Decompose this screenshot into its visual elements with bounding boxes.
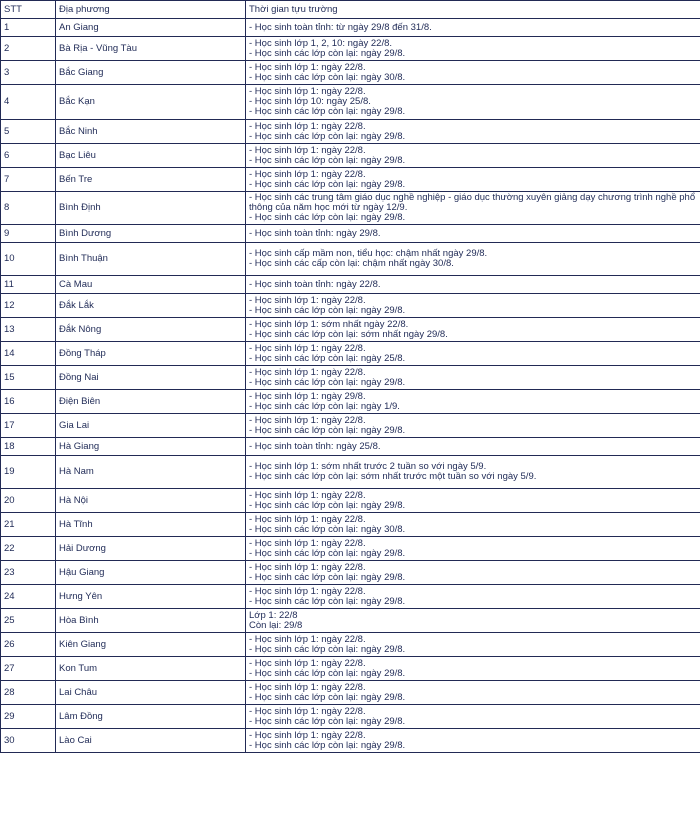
stt-cell: 25 — [1, 609, 56, 633]
stt-cell: 28 — [1, 681, 56, 705]
locality-cell: Bến Tre — [56, 168, 246, 192]
stt-cell: 6 — [1, 144, 56, 168]
schedule-cell: - Học sinh các trung tâm giáo dục nghề nghiệp - giáo dục thường xuyên giảng dạy chương trình nghề phổ thông của năm học mới từ ngày 12/9. - Học sinh các lớp còn lại: ngày 29/8. — [246, 192, 700, 225]
schedule-cell: - Học sinh lớp 1: ngày 22/8. - Học sinh các lớp còn lại: ngày 29/8. — [246, 633, 700, 657]
schedule-cell: - Học sinh lớp 1: ngày 22/8. - Học sinh các lớp còn lại: ngày 29/8. — [246, 585, 700, 609]
stt-cell: 3 — [1, 61, 56, 85]
table-header-row — [1, 1, 700, 19]
header-schedule: Thời gian tựu trường — [246, 1, 700, 19]
schedule-cell: - Học sinh lớp 1: ngày 22/8. - Học sinh các lớp còn lại: ngày 30/8. — [246, 61, 700, 85]
locality-cell: An Giang — [56, 19, 246, 37]
locality-cell: Đồng Nai — [56, 366, 246, 390]
locality-cell: Bắc Ninh — [56, 120, 246, 144]
schedule-cell: - Học sinh lớp 1: ngày 22/8. - Học sinh các lớp còn lại: ngày 29/8. — [246, 414, 700, 438]
locality-cell: Hà Nam — [56, 456, 246, 489]
table-row — [1, 294, 700, 318]
stt-cell: 5 — [1, 120, 56, 144]
schedule-cell: - Học sinh lớp 1: ngày 22/8. - Học sinh các lớp còn lại: ngày 29/8. — [246, 537, 700, 561]
locality-cell: Hà Tĩnh — [56, 513, 246, 537]
table-row — [1, 276, 700, 294]
stt-cell: 15 — [1, 366, 56, 390]
schedule-cell: - Học sinh lớp 1: sớm nhất trước 2 tuần so với ngày 5/9. - Học sinh các lớp còn lại: sớm nhất trước một tuần so với ngày 5/9. — [246, 456, 700, 489]
stt-cell: 9 — [1, 225, 56, 243]
schedule-cell: - Học sinh lớp 1: ngày 22/8. - Học sinh các lớp còn lại: ngày 29/8. — [246, 294, 700, 318]
schedule-cell: - Học sinh lớp 1, 2, 10: ngày 22/8. - Học sinh các lớp còn lại: ngày 29/8. — [246, 37, 700, 61]
table-row — [1, 705, 700, 729]
schedule-cell: - Học sinh lớp 1: ngày 22/8. - Học sinh các lớp còn lại: ngày 29/8. — [246, 489, 700, 513]
header-locality: Địa phương — [56, 1, 246, 19]
table-row — [1, 438, 700, 456]
schedule-cell: - Học sinh lớp 1: ngày 22/8. - Học sinh các lớp còn lại: ngày 29/8. — [246, 144, 700, 168]
stt-cell: 8 — [1, 192, 56, 225]
stt-cell: 24 — [1, 585, 56, 609]
schedule-cell: - Học sinh toàn tỉnh: ngày 25/8. — [246, 438, 700, 456]
stt-cell: 20 — [1, 489, 56, 513]
table-row — [1, 342, 700, 366]
stt-cell: 13 — [1, 318, 56, 342]
schedule-cell: - Học sinh lớp 1: ngày 22/8. - Học sinh các lớp còn lại: ngày 29/8. — [246, 120, 700, 144]
stt-cell: 7 — [1, 168, 56, 192]
locality-cell: Đắk Nông — [56, 318, 246, 342]
schedule-cell: - Học sinh lớp 1: ngày 29/8. - Học sinh các lớp còn lại: ngày 1/9. — [246, 390, 700, 414]
locality-cell: Kiên Giang — [56, 633, 246, 657]
stt-cell: 22 — [1, 537, 56, 561]
table-row — [1, 456, 700, 489]
table-row — [1, 19, 700, 37]
stt-cell: 27 — [1, 657, 56, 681]
schedule-cell: - Học sinh lớp 1: ngày 22/8. - Học sinh các lớp còn lại: ngày 29/8. — [246, 681, 700, 705]
table-row — [1, 513, 700, 537]
locality-cell: Lào Cai — [56, 729, 246, 753]
locality-cell: Lâm Đồng — [56, 705, 246, 729]
locality-cell: Điện Biên — [56, 390, 246, 414]
stt-cell: 12 — [1, 294, 56, 318]
table-row — [1, 633, 700, 657]
stt-cell: 18 — [1, 438, 56, 456]
locality-cell: Bắc Kạn — [56, 85, 246, 120]
locality-cell: Hưng Yên — [56, 585, 246, 609]
stt-cell: 10 — [1, 243, 56, 276]
stt-cell: 23 — [1, 561, 56, 585]
table-row — [1, 120, 700, 144]
header-stt: STT — [1, 1, 56, 19]
schedule-cell: - Học sinh cấp mầm non, tiểu học: chậm nhất ngày 29/8. - Học sinh các cấp còn lại: chậm nhất ngày 30/8. — [246, 243, 700, 276]
schedule-cell: - Học sinh lớp 1: ngày 22/8. - Học sinh các lớp còn lại: ngày 29/8. — [246, 168, 700, 192]
locality-cell: Hải Dương — [56, 537, 246, 561]
locality-cell: Gia Lai — [56, 414, 246, 438]
table-row — [1, 609, 700, 633]
stt-cell: 19 — [1, 456, 56, 489]
table-row — [1, 85, 700, 120]
locality-cell: Bắc Giang — [56, 61, 246, 85]
stt-cell: 4 — [1, 85, 56, 120]
stt-cell: 14 — [1, 342, 56, 366]
schedule-cell: Lớp 1: 22/8 Còn lại: 29/8 — [246, 609, 700, 633]
schedule-cell: - Học sinh lớp 1: ngày 22/8. - Học sinh các lớp còn lại: ngày 29/8. — [246, 729, 700, 753]
table-row — [1, 225, 700, 243]
table-row — [1, 489, 700, 513]
stt-cell: 17 — [1, 414, 56, 438]
table-row — [1, 729, 700, 753]
table-row — [1, 61, 700, 85]
locality-cell: Kon Tum — [56, 657, 246, 681]
table-row — [1, 561, 700, 585]
schedule-cell: - Học sinh lớp 1: ngày 22/8. - Học sinh các lớp còn lại: ngày 25/8. — [246, 342, 700, 366]
locality-cell: Bà Rịa - Vũng Tàu — [56, 37, 246, 61]
locality-cell: Hòa Bình — [56, 609, 246, 633]
schedule-cell: - Học sinh lớp 1: ngày 22/8. - Học sinh lớp 10: ngày 25/8. - Học sinh các lớp còn lại: ngày 29/8. — [246, 85, 700, 120]
locality-cell: Đồng Tháp — [56, 342, 246, 366]
table-row — [1, 243, 700, 276]
stt-cell: 11 — [1, 276, 56, 294]
table-row — [1, 192, 700, 225]
stt-cell: 1 — [1, 19, 56, 37]
locality-cell: Hà Giang — [56, 438, 246, 456]
locality-cell: Bình Dương — [56, 225, 246, 243]
schedule-cell: - Học sinh toàn tỉnh: ngày 29/8. — [246, 225, 700, 243]
table-row — [1, 390, 700, 414]
stt-cell: 16 — [1, 390, 56, 414]
stt-cell: 29 — [1, 705, 56, 729]
table-body — [1, 19, 700, 753]
locality-cell: Đắk Lắk — [56, 294, 246, 318]
table-row — [1, 168, 700, 192]
schedule-cell: - Học sinh lớp 1: ngày 22/8. - Học sinh các lớp còn lại: ngày 29/8. — [246, 705, 700, 729]
table-row — [1, 657, 700, 681]
schedule-cell: - Học sinh lớp 1: ngày 22/8. - Học sinh các lớp còn lại: ngày 29/8. — [246, 657, 700, 681]
schedule-cell: - Học sinh lớp 1: sớm nhất ngày 22/8. - Học sinh các lớp còn lại: sớm nhất ngày 29/8. — [246, 318, 700, 342]
locality-cell: Lai Châu — [56, 681, 246, 705]
locality-cell: Hà Nội — [56, 489, 246, 513]
schedule-cell: - Học sinh toàn tỉnh: từ ngày 29/8 đến 31/8. — [246, 19, 700, 37]
stt-cell: 30 — [1, 729, 56, 753]
stt-cell: 21 — [1, 513, 56, 537]
table-row — [1, 144, 700, 168]
schedule-cell: - Học sinh toàn tỉnh: ngày 22/8. — [246, 276, 700, 294]
table-row — [1, 37, 700, 61]
locality-cell: Bình Định — [56, 192, 246, 225]
schedule-cell: - Học sinh lớp 1: ngày 22/8. - Học sinh các lớp còn lại: ngày 30/8. — [246, 513, 700, 537]
stt-cell: 2 — [1, 37, 56, 61]
stt-cell: 26 — [1, 633, 56, 657]
table-row — [1, 366, 700, 390]
locality-cell: Bình Thuận — [56, 243, 246, 276]
schedule-cell: - Học sinh lớp 1: ngày 22/8. - Học sinh các lớp còn lại: ngày 29/8. — [246, 561, 700, 585]
table-row — [1, 537, 700, 561]
table-row — [1, 585, 700, 609]
schedule-cell: - Học sinh lớp 1: ngày 22/8. - Học sinh các lớp còn lại: ngày 29/8. — [246, 366, 700, 390]
locality-cell: Bạc Liêu — [56, 144, 246, 168]
locality-cell: Cà Mau — [56, 276, 246, 294]
table-row — [1, 681, 700, 705]
table-row — [1, 318, 700, 342]
table-row — [1, 414, 700, 438]
locality-cell: Hậu Giang — [56, 561, 246, 585]
